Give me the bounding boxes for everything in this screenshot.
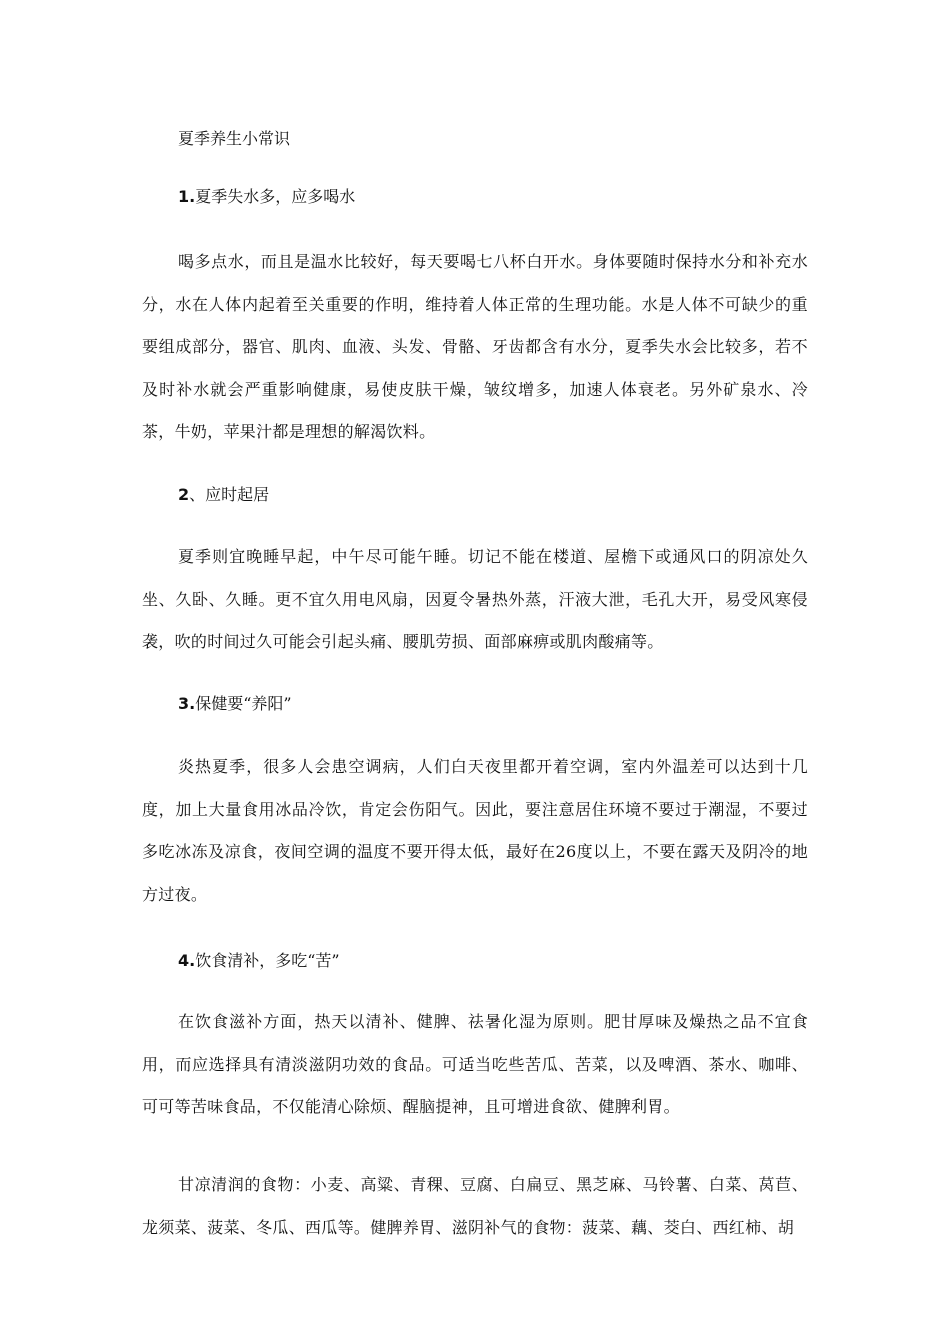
section-3-paragraph-1: 炎热夏季，很多人会患空调病，人们白天夜里都开着空调，室内外温差可以达到十几度，加上大量食用冰品冷饮，肯定会伤阳气。因此，要注意居住环境不要过于潮湿，不要过多吃冰冻及凉食，夜间空调的温度不要开得太低，最好在26度以上，不要在露天及阴冷的地方过夜。: [142, 757, 808, 904]
section-3-number: 3.: [178, 694, 196, 713]
section-4-paragraph-1: 在饮食滋补方面，热天以清补、健脾、祛暑化湿为原则。肥甘厚味及燥热之品不宜食用，而应选择具有清淡滋阴功效的食品。可适当吃些苦瓜、苦菜，以及啤酒、茶水、咖啡、可可等苦味食品，不仅能清心除烦、醒脑提神，且可增进食欲、健脾利胃。: [142, 1012, 808, 1116]
section-3-heading: [178, 693, 292, 715]
document-title: 夏季养生小常识: [178, 129, 291, 148]
section-2-heading: [178, 484, 269, 506]
section-2-paragraph-1: 夏季则宜晚睡早起，中午尽可能午睡。切记不能在楼道、屋檐下或通风口的阴凉处久坐、久卧、久睡。更不宜久用电风扇，因夏令暑热外蒸，汗液大泄，毛孔大开，易受风寒侵袭，吹的时间过久可能会引起头痛、腰肌劳损、面部麻痹或肌肉酸痛等。: [142, 547, 808, 651]
section-4-heading: [178, 950, 340, 972]
section-1-number: 1.: [178, 187, 196, 206]
section-4-heading-text: 饮食清补，多吃“苦”: [195, 951, 340, 970]
section-2-number: 2: [178, 485, 190, 504]
section-3-heading-text: 保健要“养阳”: [195, 694, 292, 713]
section-1-heading: [178, 186, 355, 208]
section-4-paragraph-2: 甘凉清润的食物：小麦、高粱、青稞、豆腐、白扁豆、黑芝麻、马铃薯、白菜、莴苣、龙须菜、菠菜、冬瓜、西瓜等。健脾养胃、滋阴补气的食物：菠菜、藕、茭白、西红柿、胡: [142, 1175, 808, 1237]
section-4-number: 4.: [178, 951, 196, 970]
section-1-paragraph-1: 喝多点水，而且是温水比较好，每天要喝七八杯白开水。身体要随时保持水分和补充水分，水在人体内起着至关重要的作明，维持着人体正常的生理功能。水是人体不可缺少的重要组成部分，器官、肌肉、血液、头发、骨骼、牙齿都含有水分，夏季失水会比较多，若不及时补水就会严重影响健康，易使皮肤干燥，皱纹增多，加速人体衰老。另外矿泉水、冷茶，牛奶，苹果汁都是理想的解渴饮料。: [142, 252, 808, 441]
section-1-heading-text: 夏季失水多，应多喝水: [195, 187, 356, 206]
section-2-heading-text: 、应时起居: [189, 485, 270, 504]
